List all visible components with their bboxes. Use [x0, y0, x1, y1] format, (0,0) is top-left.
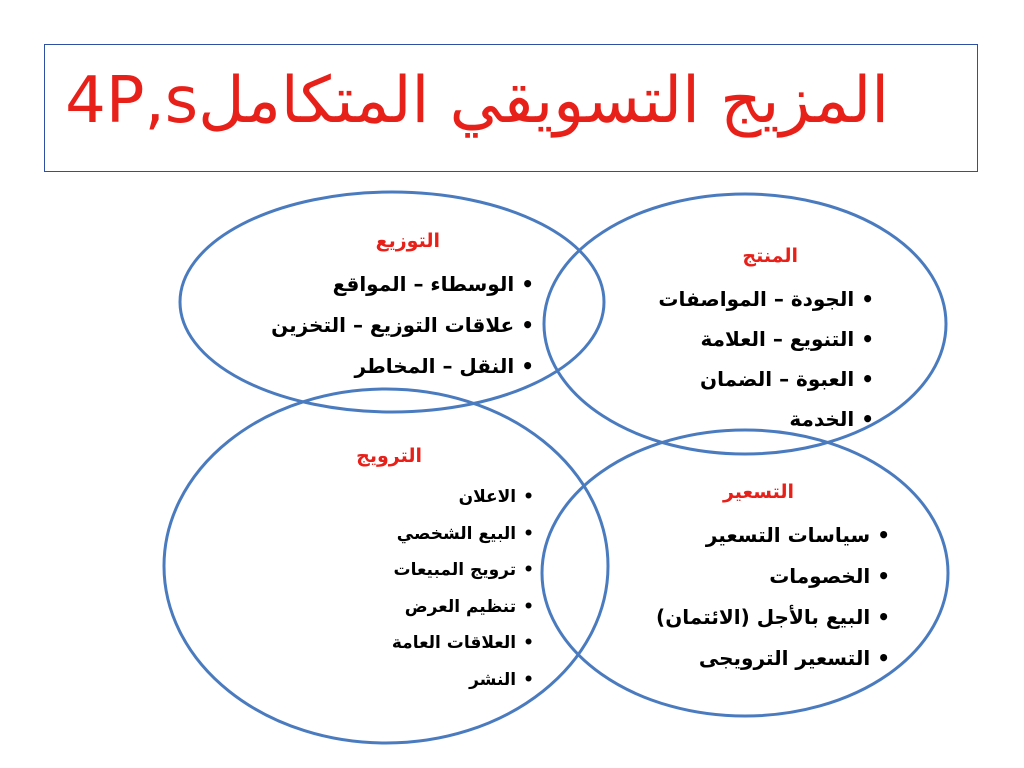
bullet-icon: • — [523, 596, 534, 617]
bullet-icon: • — [521, 313, 534, 337]
list-item: •سياسات التسعير — [656, 515, 890, 556]
tarweej-heading: الترويج — [356, 445, 422, 467]
montaj-block — [658, 245, 874, 439]
bullet-icon: • — [861, 327, 874, 351]
tasaeer-heading: التسعير — [722, 481, 794, 503]
bullet-icon: • — [877, 605, 890, 629]
bullet-icon: • — [523, 669, 534, 690]
tawzee-block — [271, 230, 534, 387]
bullet-icon: • — [521, 354, 534, 378]
list-item: •الخصومات — [656, 556, 890, 597]
montaj-list — [658, 279, 874, 439]
bullet-icon: • — [521, 272, 534, 296]
list-item: •البيع الشخصي — [356, 516, 534, 553]
bullet-icon: • — [861, 287, 874, 311]
list-item: •علاقات التوزيع – التخزين — [271, 305, 534, 346]
tawzee-list — [271, 264, 534, 387]
bullet-icon: • — [861, 407, 874, 431]
tarweej-block — [356, 445, 534, 698]
list-item: •النشر — [356, 662, 534, 699]
list-item: •الاعلان — [356, 479, 534, 516]
bullet-icon: • — [877, 523, 890, 547]
bullet-icon: • — [877, 564, 890, 588]
list-item: •النقل – المخاطر — [271, 346, 534, 387]
list-item: •العبوة – الضمان — [658, 359, 874, 399]
list-item: •الجودة – المواصفات — [658, 279, 874, 319]
page-title: المزيج التسويقي المتكامل4P,s — [65, 64, 889, 138]
list-item: •التسعير الترويجى — [656, 638, 890, 679]
bullet-icon: • — [523, 523, 534, 544]
tasaeer-block — [656, 481, 890, 679]
bullet-icon: • — [523, 560, 534, 580]
list-item: •العلاقات العامة — [356, 625, 534, 662]
list-item: •البيع بالأجل (الائتمان) — [656, 597, 890, 638]
tarweej-list — [356, 479, 534, 698]
bullet-icon: • — [523, 487, 534, 507]
bullet-icon: • — [877, 646, 890, 670]
tasaeer-list — [656, 515, 890, 679]
bullet-icon: • — [861, 367, 874, 391]
list-item: •تنظيم العرض — [356, 589, 534, 626]
list-item: •الوسطاء – المواقع — [271, 264, 534, 305]
list-item: •الخدمة — [658, 399, 874, 439]
montaj-heading: المنتج — [742, 245, 798, 267]
tawzee-heading: التوزيع — [375, 230, 440, 252]
list-item: •ترويج المبيعات — [356, 552, 534, 589]
list-item: •التنويع – العلامة — [658, 319, 874, 359]
bullet-icon: • — [523, 633, 534, 653]
